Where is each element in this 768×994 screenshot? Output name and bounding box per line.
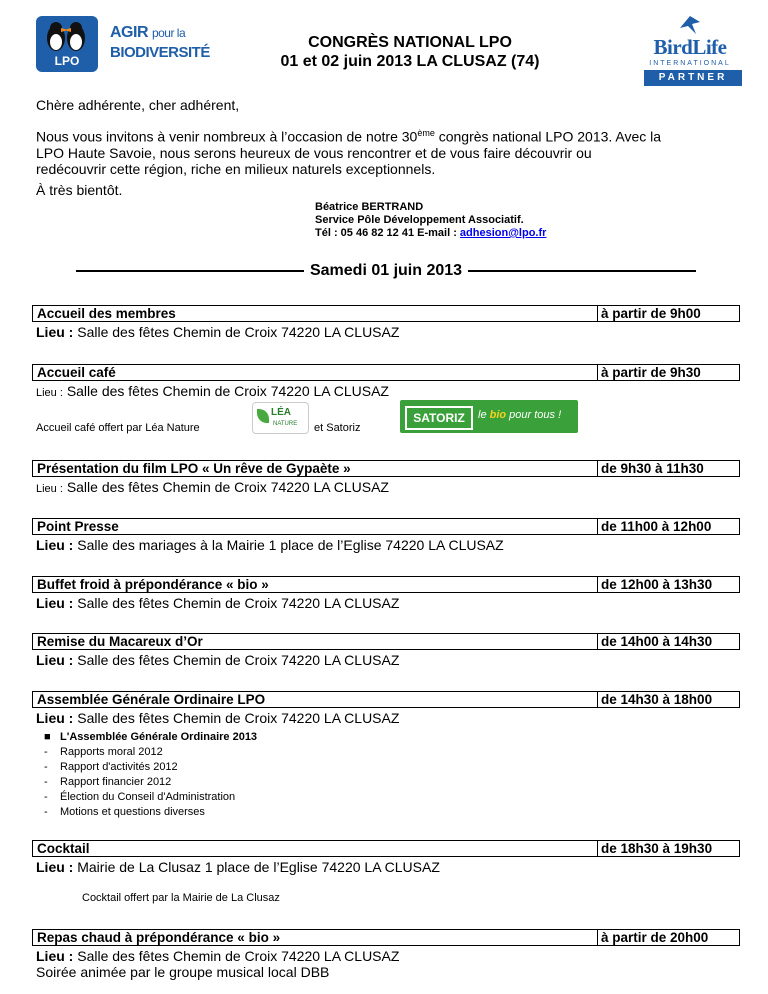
event-time: de 18h30 à 19h30: [597, 841, 739, 856]
event-name: Remise du Macareux d’Or: [37, 634, 203, 649]
closing: À très bientôt.: [36, 182, 123, 198]
event-place: [36, 710, 399, 726]
place-text: Salle des mariages à la Mairie 1 place de l’Eglise 74220 LA CLUSAZ: [77, 537, 504, 553]
ago-list: [44, 730, 257, 820]
cocktail-note: Cocktail offert par la Mairie de La Clusaz: [82, 892, 280, 904]
lieu-label: Lieu :: [36, 537, 74, 553]
list-item-text: Élection du Conseil d'Administration: [60, 791, 236, 803]
event-bar: [32, 691, 740, 708]
pour-la-text: pour la: [151, 26, 186, 40]
place-text: Mairie de La Clusaz 1 place de l’Eglise 74220 LA CLUSAZ: [77, 859, 440, 875]
place-text: Salle des fêtes Chemin de Croix 74220 LA CLUSAZ: [77, 324, 400, 340]
divider: [468, 270, 696, 272]
list-item: - Élection du Conseil d'Administration: [44, 791, 236, 803]
lea-nature-logo: [252, 402, 309, 434]
list-heading: [44, 730, 257, 745]
event-time: de 12h00 à 13h30: [597, 577, 739, 592]
lieu-label: Lieu :: [36, 387, 63, 399]
event-time: de 9h30 à 11h30: [597, 461, 739, 476]
event-time: de 11h00 à 12h00: [597, 519, 739, 534]
event-name: Présentation du film LPO « Un rêve de Gypaète »: [37, 461, 351, 476]
event-extra: Soirée animée par le groupe musical local DBB: [36, 964, 330, 980]
event-bar: [32, 929, 740, 946]
biodiversite-text: BIODIVERSITÉ: [110, 44, 210, 61]
puffin-icon: [36, 16, 98, 56]
event-place: [36, 859, 440, 875]
satoriz-logo: [400, 400, 578, 433]
divider: [76, 270, 304, 272]
event-place: [36, 595, 399, 611]
event-name: Accueil café: [37, 365, 116, 380]
greeting: Chère adhérente, cher adhérent,: [36, 97, 240, 113]
satoriz-name: SATORIZ: [405, 406, 473, 430]
day-heading: [76, 262, 696, 280]
list-item-text: Rapports moral 2012: [60, 746, 163, 758]
agir-text: AGIR: [110, 24, 148, 41]
event-time: de 14h30 à 18h00: [597, 692, 739, 707]
birdlife-logo: [638, 14, 742, 86]
birdlife-name: BirdLife: [653, 35, 727, 59]
lieu-label: Lieu :: [36, 948, 74, 964]
birdlife-partner: PARTNER: [644, 70, 742, 86]
lieu-label: Lieu :: [36, 859, 74, 875]
place-text: Salle des fêtes Chemin de Croix 74220 LA CLUSAZ: [77, 652, 400, 668]
event-place: [36, 383, 389, 401]
event-place: [36, 537, 504, 553]
list-item-text: Rapport d'activités 2012: [60, 761, 178, 773]
square-bullet-icon: ■: [44, 731, 51, 743]
place-text: Salle des fêtes Chemin de Croix 74220 LA CLUSAZ: [77, 948, 400, 964]
event-bar: [32, 518, 740, 535]
event-bar: [32, 633, 740, 650]
place-text: Salle des fêtes Chemin de Croix 74220 LA CLUSAZ: [77, 595, 400, 611]
event-time: de 14h00 à 14h30: [597, 634, 739, 649]
intro-line-3: redécouvrir cette région, riche en milieux naturels exceptionnels.: [36, 160, 436, 177]
event-name: Repas chaud à prépondérance « bio »: [37, 930, 281, 945]
sponsor-note-a: Accueil café offert par Léa Nature: [36, 422, 200, 434]
title-line-2: 01 et 02 juin 2013 LA CLUSAZ (74): [280, 53, 540, 70]
list-item: - Rapport d'activités 2012: [44, 761, 178, 773]
intro-sup: ème: [417, 128, 435, 138]
event-name: Accueil des membres: [37, 306, 176, 321]
day-heading-text: Samedi 01 juin 2013: [309, 262, 463, 279]
event-name: Cocktail: [37, 841, 90, 856]
lieu-label: Lieu :: [36, 710, 74, 726]
tag-a: le: [478, 409, 490, 421]
title-line-1: CONGRÈS NATIONAL LPO: [308, 34, 512, 51]
lieu-label: Lieu :: [36, 324, 74, 340]
lpo-logo: [36, 16, 98, 72]
list-heading-text: L'Assemblée Générale Ordinaire 2013: [60, 731, 258, 743]
signature-name: Béatrice BERTRAND: [315, 201, 424, 213]
intro-line-2: LPO Haute Savoie, nous serons heureux de vous rencontrer et de vous faire découvrir ou: [36, 144, 592, 161]
intro-paragraph: [36, 125, 736, 177]
event-name: Point Presse: [37, 519, 119, 534]
event-bar: [32, 576, 740, 593]
list-item: - Rapport financier 2012: [44, 776, 172, 788]
event-name: Assemblée Générale Ordinaire LPO: [37, 692, 266, 707]
event-name: Buffet froid à prépondérance « bio »: [37, 577, 269, 592]
lieu-label: Lieu :: [36, 595, 74, 611]
intro-text-b: congrès national LPO 2013. Avec la: [434, 128, 662, 145]
signature: [315, 201, 546, 240]
event-bar: [32, 460, 740, 477]
event-time: à partir de 9h30: [597, 365, 739, 380]
agir-biodiversite-logo: [100, 16, 220, 72]
leaf-icon: [257, 409, 269, 423]
list-item: - Rapports moral 2012: [44, 746, 163, 758]
place-text: Salle des fêtes Chemin de Croix 74220 LA CLUSAZ: [66, 479, 389, 495]
event-time: à partir de 9h00: [597, 306, 739, 321]
event-place: [36, 479, 389, 497]
list-item-text: Motions et questions diverses: [60, 806, 205, 818]
intro-text-a: Nous vous invitons à venir nombreux à l’occasion de notre 30: [36, 128, 418, 145]
lieu-label: Lieu :: [36, 483, 63, 495]
list-item: - Motions et questions diverses: [44, 806, 205, 818]
lieu-label: Lieu :: [36, 652, 74, 668]
event-bar: [32, 305, 740, 322]
lea-name: LÉA: [271, 407, 291, 418]
lea-sub: NATURE: [273, 421, 298, 427]
signature-service: Service Pôle Développement Associatif.: [315, 214, 524, 226]
event-place: [36, 948, 399, 980]
event-bar: [32, 840, 740, 857]
sponsor-note-b: et Satoriz: [314, 422, 361, 434]
birdlife-intl: INTERNATIONAL: [649, 60, 731, 67]
list-item-text: Rapport financier 2012: [60, 776, 172, 788]
lpo-logo-text: LPO: [54, 54, 80, 68]
bird-icon: [678, 14, 702, 36]
event-bar: [32, 364, 740, 381]
place-text: Salle des fêtes Chemin de Croix 74220 LA CLUSAZ: [66, 383, 389, 399]
page-title: [240, 33, 580, 71]
email-link[interactable]: adhesion@lpo.fr: [459, 227, 547, 239]
tag-c: pour tous !: [506, 409, 562, 421]
tag-b: bio: [489, 409, 507, 421]
place-text: Salle des fêtes Chemin de Croix 74220 LA CLUSAZ: [77, 710, 400, 726]
signature-contact: Tél : 05 46 82 12 41 E-mail :: [315, 227, 460, 239]
event-time: à partir de 20h00: [597, 930, 739, 945]
event-place: [36, 324, 399, 340]
satoriz-tagline: [478, 409, 561, 421]
event-place: [36, 652, 399, 668]
